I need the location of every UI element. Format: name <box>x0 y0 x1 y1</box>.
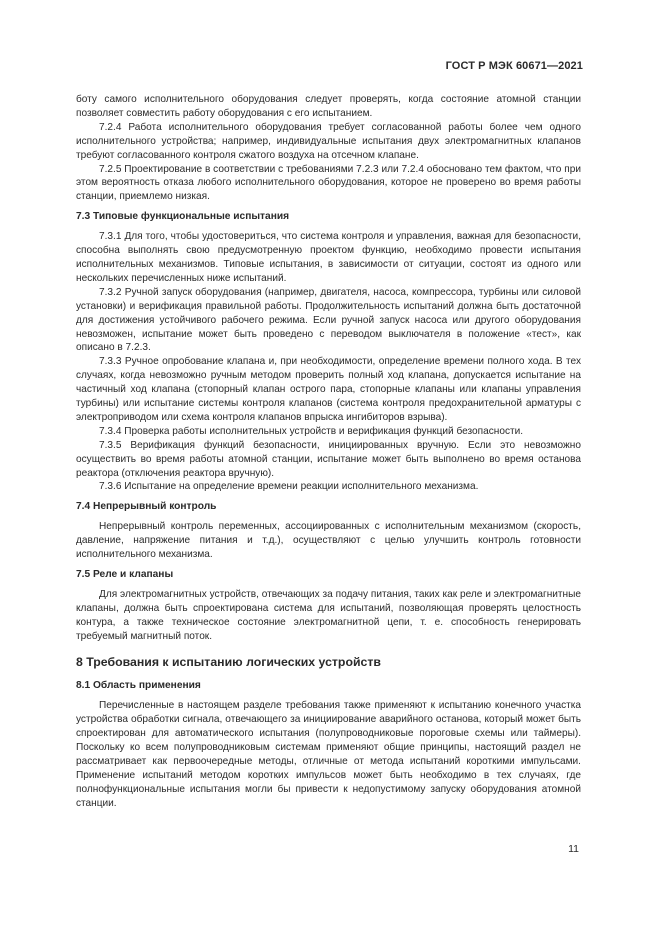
paragraph-7-3-1: 7.3.1 Для того, чтобы удостовериться, что система контроля и управления, важная для безопасности, способна выполнять свою предусмотренную проектом функцию, необходимо провести испытания исполнительных механизмов. Типовые испытания, в зависимости от ситуации, состоят из одного или нескольких перечисленных ниже испытаний. <box>76 231 581 284</box>
paragraph-7-3-2: 7.3.2 Ручной запуск оборудования (например, двигателя, насоса, компрессора, турбины или силовой установки) и верификация правильной работы. Продолжительность испытаний должна быть достаточной для достижения устойчивого рабочего режима. Если ручной запуск насоса или другого оборудования невозможен, испытание может быть проведено с переводом выключателя в положение «тест», как описано в 7.2.3. <box>76 286 581 354</box>
page-number: 11 <box>568 843 579 855</box>
document-body <box>76 93 581 811</box>
paragraph-7-3-4: 7.3.4 Проверка работы исполнительных устройств и верификация функций безопасности. <box>99 425 524 437</box>
paragraph-7-3-3: 7.3.3 Ручное опробование клапана и, при необходимости, определение времени полного хода. В тех случаях, когда невозможно ручным методом проверить полный ход клапана, допускается испытание на частичный ход клапана (стопорный клапан острого пара, стопорные клапаны или клапаны управления турбины) или испытание системы контроля клапанов (система контроля предохранительной арматуры с электроприводом или схема контроля клапанов впрыска ингибиторов взрыва). <box>76 356 581 423</box>
paragraph-7-2-4: 7.2.4 Работа исполнительного оборудования требует согласованной работы более чем одного исполнительного устройства; например, индивидуальные испытания двух электромагнитных клапанов требуют согласованного контроля сжатого воздуха на отсечном клапане. <box>76 121 581 161</box>
heading-8-1: 8.1 Область применения <box>76 680 201 692</box>
paragraph-7-3-6: 7.3.6 Испытание на определение времени реакции исполнительного механизма. <box>99 481 479 493</box>
paragraph-8-1: Перечисленные в настоящем разделе требования также применяют к испытанию конечного участка устройства обработки сигнала, отвечающего за инициирование аварийного останова, который может быть спроектирован для автоматического испытания (полупроводниковые пороговые схемы или таймеры). Поскольку ко всем полупроводниковым системам применяют общие принципы, настоящий раздел не рассматривает как первоочередные методы, отличные от метода испытаний короткими импульсами. Применение испытаний методом коротких импульсов может быть необходимо в тех случаях, где полнофункциональные испытания могли бы привести к недопустимому запуску оборудования атомной станции. <box>76 700 581 809</box>
heading-7-4: 7.4 Непрерывный контроль <box>76 501 217 513</box>
paragraph-7-2-5: 7.2.5 Проектирование в соответствии с требованиями 7.2.3 или 7.2.4 обосновано тем фактом, что при этом вероятность отказа любого исполнительного оборудования, которое не проверено во время работы станции, приемлемо низкая. <box>76 163 581 203</box>
heading-section-8: 8 Требования к испытанию логических устройств <box>76 654 381 669</box>
paragraph-continuation: боту самого исполнительного оборудования следует проверять, когда состояние атомной станции позволяет совместить работу оборудования с его испытанием. <box>76 94 581 119</box>
heading-7-5: 7.5 Реле и клапаны <box>76 569 174 580</box>
paragraph-7-3-5: 7.3.5 Верификация функций безопасности, инициированных вручную. Если это невозможно осуществить во время работы атомной станции, испытание может быть выполнено во время останова реактора (отключения реактора вручную). <box>76 439 581 479</box>
paragraph-7-4: Непрерывный контроль переменных, ассоциированных с исполнительным механизмом (скорость, давление, напряжение питания и т.д.), осуществляют с целью улучшить контроль готовности исполнительного механизма. <box>76 521 581 561</box>
document-standard-header: ГОСТ Р МЭК 60671—2021 <box>445 60 583 72</box>
paragraph-7-5: Для электромагнитных устройств, отвечающих за подачу питания, таких как реле и электромагнитные клапаны, должна быть спроектирована система для испытаний, позволяющая проверять целостность контура, а также техническое состояние электромагнитной цепи, т. е. способность генерировать требуемый магнитный поток. <box>76 588 581 642</box>
heading-7-3: 7.3 Типовые функциональные испытания <box>76 211 290 223</box>
